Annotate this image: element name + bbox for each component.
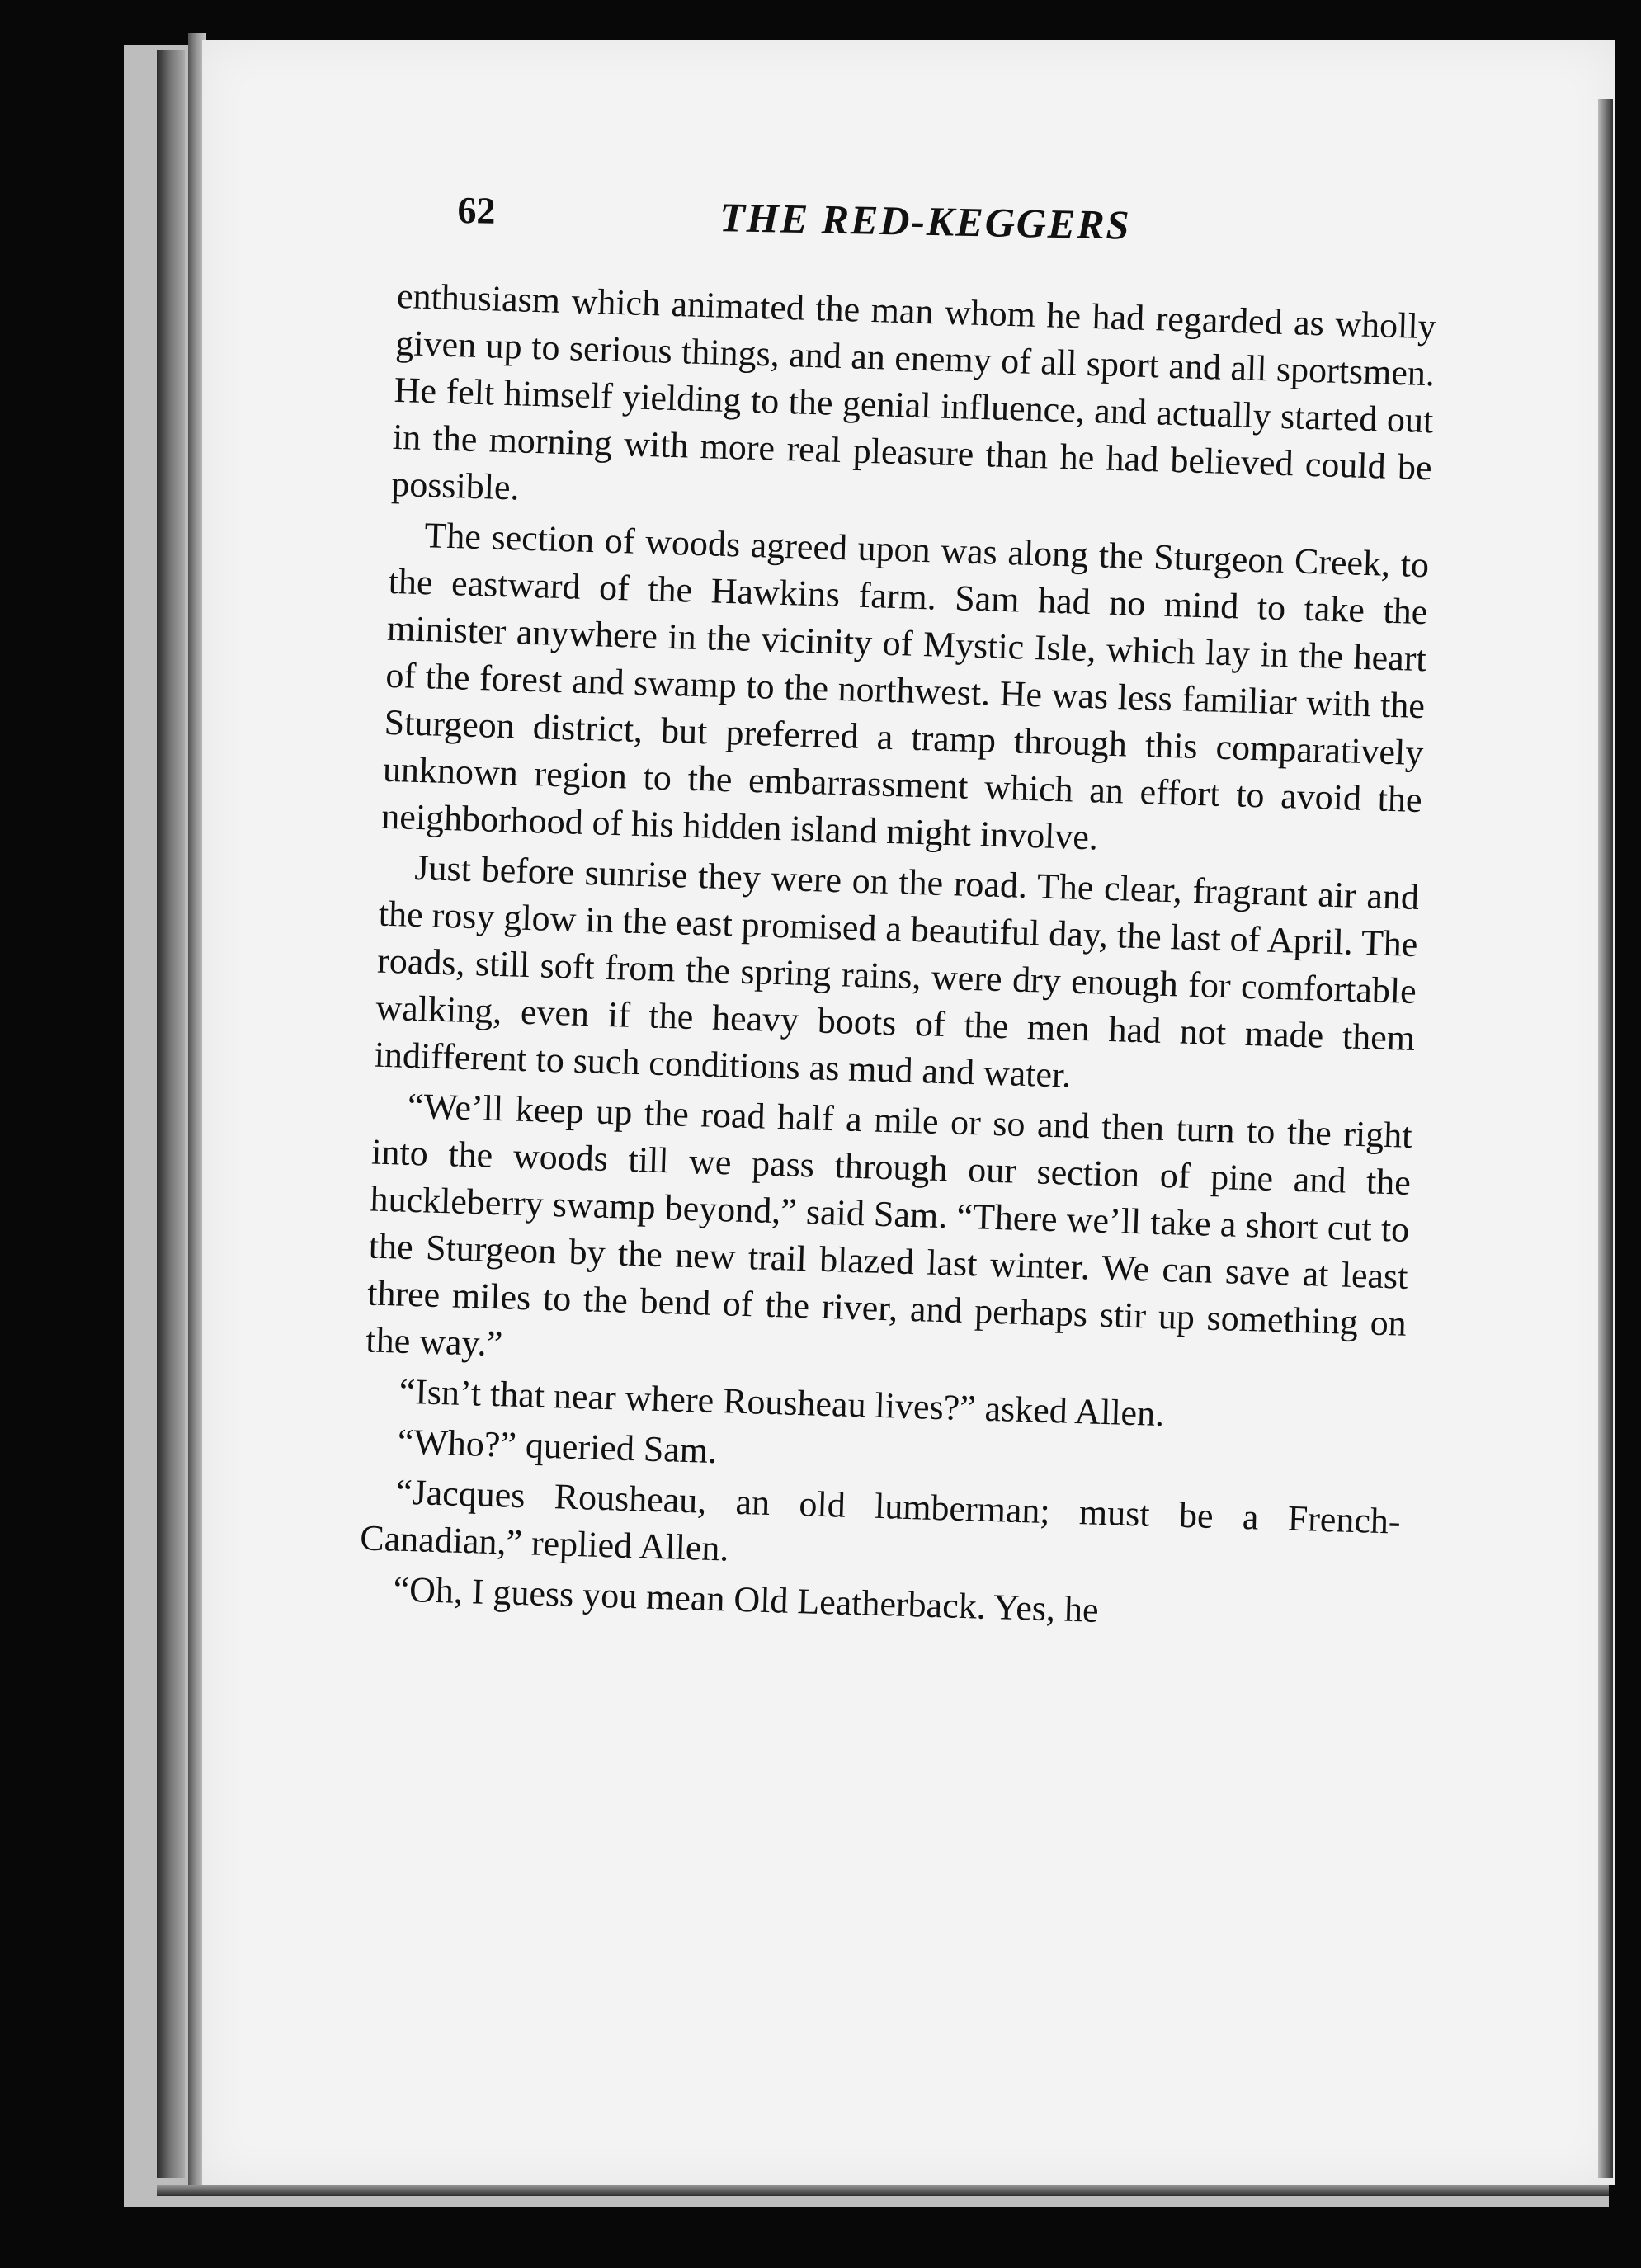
page-bottom-edge [157, 2185, 1609, 2196]
page-number: 62 [457, 188, 496, 232]
paragraph-8: “Oh, I guess you mean Old Leatherback. Yes, he [392, 1568, 1100, 1630]
page-body [358, 272, 1437, 1643]
paragraph-5: “Isn’t that near where Rousheau lives?” asked Allen. [398, 1370, 1165, 1435]
paragraph-6: “Who?” queried Sam. [397, 1421, 718, 1472]
paragraph-1: enthusiasm which animated the man whom he had regarded as wholly given up to serious things, and an enemy of all sport and all sportsmen. He felt himself yielding to the genial influence, and actually started out in the morning with more real pleasure than he had believed could be possible. [390, 275, 1437, 508]
running-title: THE RED-KEGGERS [719, 194, 1132, 248]
page-right-edge [1598, 99, 1613, 2178]
paragraph-3: Just before sunrise they were on the road. The clear, fragrant air and the rosy glow in the east promised a beautiful day, the last of April. The roads, still soft from the spring rains, were dry enough for comfortable walking, even if the heavy boots of the men had not made them indifferent to such conditions as mud and water. [374, 846, 1420, 1096]
paragraph-2: The section of woods agreed upon was along the Sturgeon Creek, to the eastward of the Hawkins farm. Sam had no mind to take the minister anywhere in the vicinity of Mystic Isle, which lay in the heart of the forest and swamp to the northwest. He was less familiar with the Sturgeon district, but preferred a tramp through this comparatively unknown region to the embarrassment which an effort to avoid the neighborhood of his hidden island might involve. [380, 515, 1430, 858]
binding-edge [157, 50, 185, 2178]
paragraph-7: “Jacques Rousheau, an old lumberman; must be a French-Canadian,” replied Allen. [359, 1471, 1402, 1569]
paragraph-4: “We’ll keep up the road half a mile or so and then turn to the right into the woods till we pass through our section of pine and the huckleberry swamp beyond,” said Sam. “There we’ll take a short cut to the Sturgeon by the new trail blazed last winter. We can save at least three miles to the bend of the river, and perhaps stir up something on the way.” [365, 1085, 1413, 1365]
